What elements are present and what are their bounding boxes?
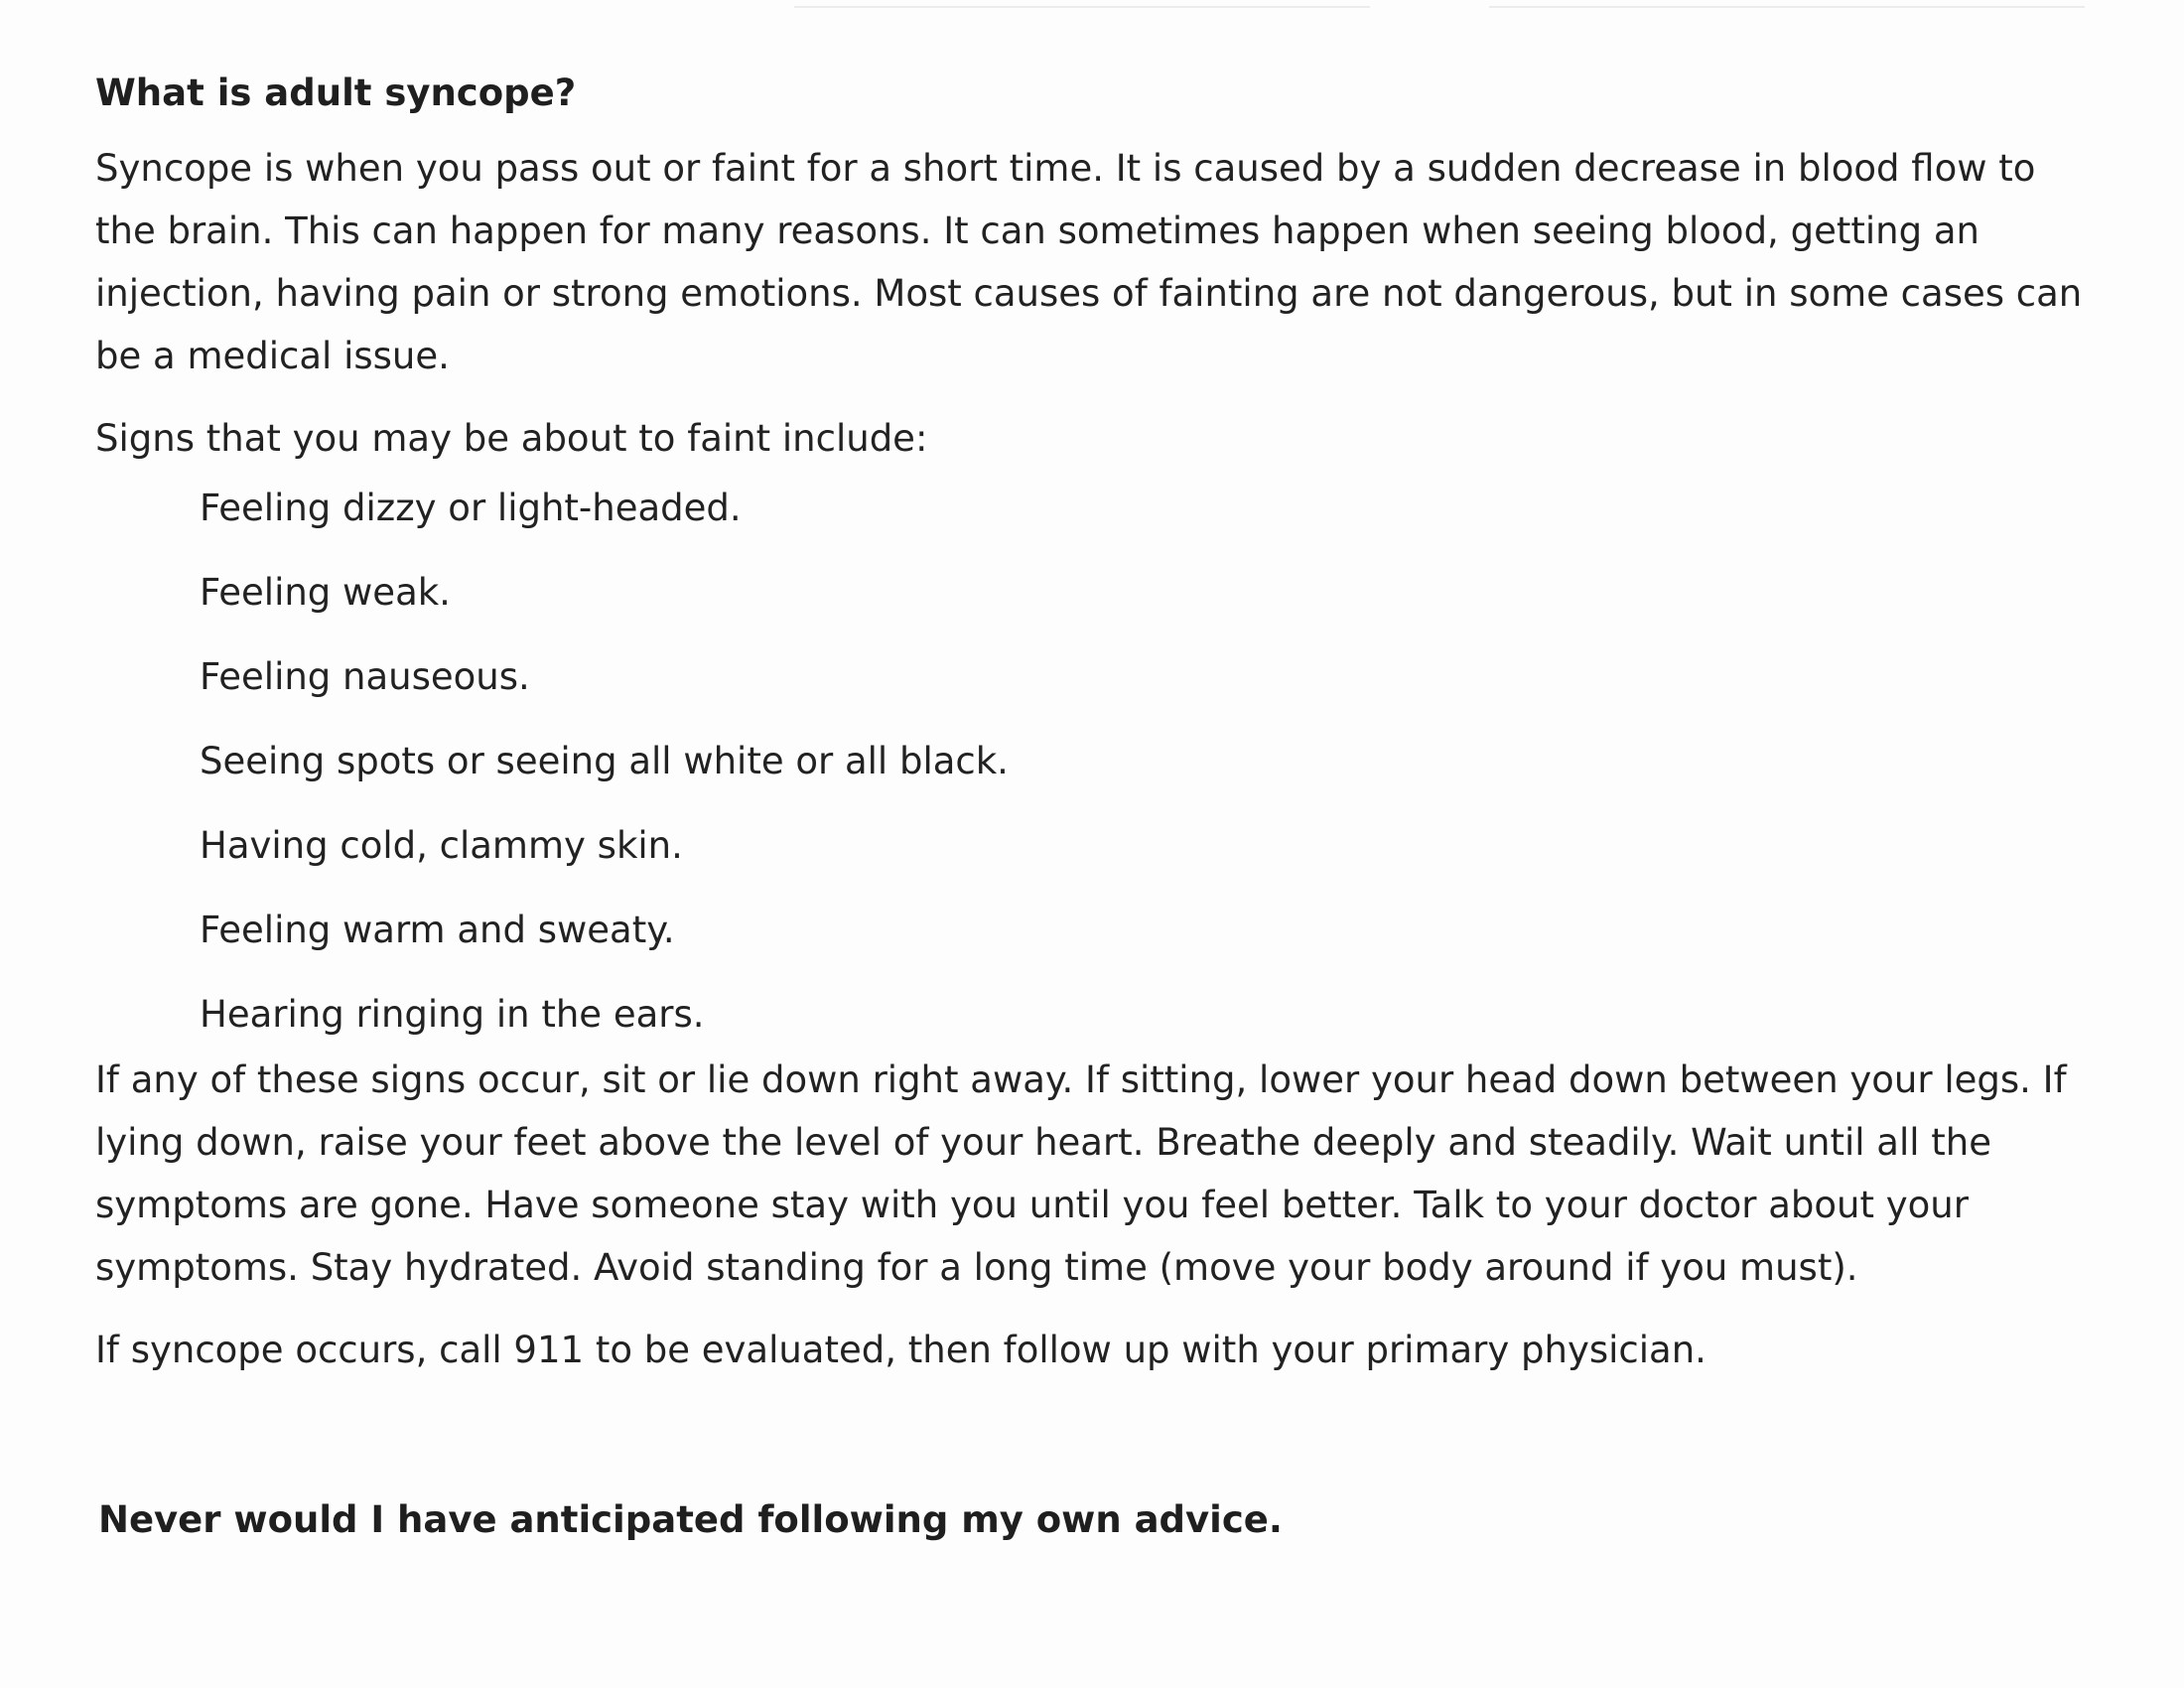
- advice-paragraph: If any of these signs occur, sit or lie down right away. If sitting, lower your head down between your legs. If lying down, raise your feet above the level of your heart. Breathe deeply and steadily. Wait until all the symptoms are gone. Have someone stay with you until you feel better. Talk to your doctor about your symptoms. Stay hydrated. Avoid standing for a long time (move your body around if you must).: [95, 1058, 2067, 1290]
- scan-edge-line: [794, 6, 1370, 8]
- document-heading: What is adult syncope?: [95, 71, 577, 114]
- sign-item: Having cold, clammy skin.: [200, 824, 683, 868]
- closing-statement: Never would I have anticipated following my own advice.: [98, 1498, 1283, 1542]
- signs-intro: Signs that you may be about to faint include:: [95, 417, 928, 461]
- intro-paragraph: Syncope is when you pass out or faint for a short time. It is caused by a sudden decrease in blood flow to the brain. This can happen for many reasons. It can sometimes happen when seeing blood, getting an injection, having pain or strong emotions. Most causes of fainting are not dangerous, but in some cases can be a medical issue.: [95, 147, 2083, 378]
- sign-item: Feeling dizzy or light-headed.: [200, 487, 742, 530]
- sign-item: Hearing ringing in the ears.: [200, 993, 705, 1037]
- sign-item: Feeling weak.: [200, 571, 451, 615]
- signs-list: [95, 486, 2101, 1037]
- sign-item: Feeling warm and sweaty.: [200, 909, 675, 952]
- sign-item: Feeling nauseous.: [200, 655, 530, 699]
- sign-item: Seeing spots or seeing all white or all black.: [200, 740, 1009, 783]
- scan-edge-line: [1489, 6, 2085, 8]
- emergency-paragraph: If syncope occurs, call 911 to be evaluated, then follow up with your primary physician.: [95, 1329, 1706, 1372]
- document-body: [95, 71, 2101, 1543]
